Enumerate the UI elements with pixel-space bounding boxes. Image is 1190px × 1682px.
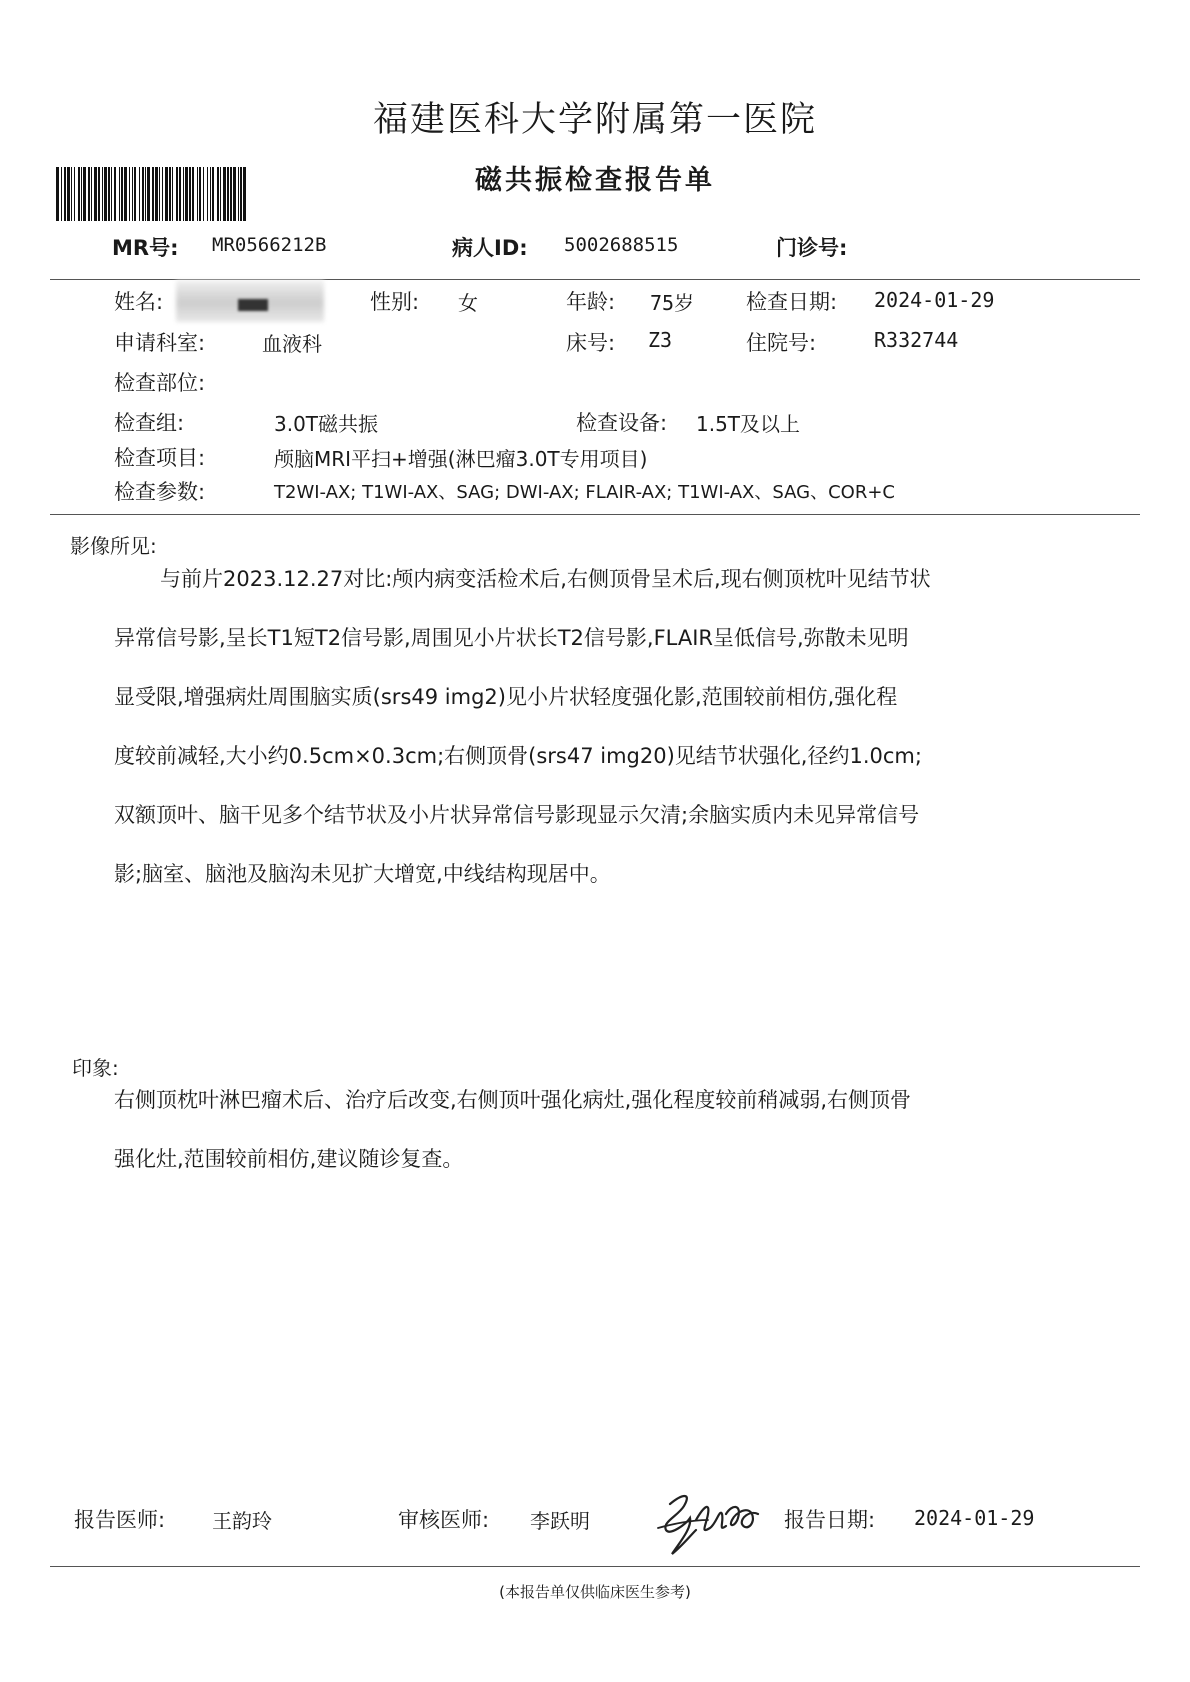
barcode-image xyxy=(56,167,384,221)
mr-number-label: MR号: xyxy=(112,236,179,260)
footer-divider xyxy=(50,1566,1140,1567)
findings-line: 影;脑室、脑池及脑沟未见扩大增宽,中线结构现居中。 xyxy=(114,862,611,886)
exam-params-value: T2WI-AX; T1WI-AX、SAG; DWI-AX; FLAIR-AX; T1WI-AX、SAG、COR+C xyxy=(274,482,895,503)
reporter-value: 王韵玲 xyxy=(212,1509,272,1533)
impression-title: 印象: xyxy=(72,1056,119,1080)
admission-number-value: R332744 xyxy=(874,328,959,352)
signature-image xyxy=(652,1484,770,1562)
exam-group-label: 检查组: xyxy=(114,411,185,435)
findings-line: 度较前减轻,大小约0.5cm×0.3cm;右侧顶骨(srs47 img20)见结节状强化,径约1.0cm; xyxy=(114,744,922,768)
report-date-value: 2024-01-29 xyxy=(914,1506,1035,1530)
findings-line: 显受限,增强病灶周围脑实质(srs49 img2)见小片状轻度强化影,范围较前相仿,强化程 xyxy=(114,685,898,709)
name-label: 姓名: xyxy=(114,290,164,314)
exam-site-label: 检查部位: xyxy=(114,371,206,395)
reviewer-value: 李跃明 xyxy=(530,1509,590,1533)
exam-device-label: 检查设备: xyxy=(576,411,668,435)
age-label: 年龄: xyxy=(566,290,616,314)
findings-line: 异常信号影,呈长T1短T2信号影,周围见小片状长T2信号影,FLAIR呈低信号,弥散未见明 xyxy=(114,626,909,650)
findings-line: 与前片2023.12.27对比:颅内病变活检术后,右侧顶骨呈术后,现右侧顶枕叶见结节状 xyxy=(160,567,931,591)
report-title: 磁共振检查报告单 xyxy=(475,165,715,196)
clinic-number-label: 门诊号: xyxy=(776,236,848,260)
bed-label: 床号: xyxy=(566,331,616,355)
footer-disclaimer: (本报告单仅供临床医生参考) xyxy=(499,1583,691,1601)
redacted-name-mark xyxy=(238,299,268,311)
sex-label: 性别: xyxy=(370,290,420,314)
report-date-label: 报告日期: xyxy=(784,1508,876,1532)
impression-body xyxy=(114,1071,911,1189)
exam-item-value: 颅脑MRI平扫+增强(淋巴瘤3.0T专用项目) xyxy=(274,447,648,471)
exam-date-label: 检查日期: xyxy=(746,290,838,314)
hospital-name: 福建医科大学附属第一医院 xyxy=(372,100,817,140)
department-label: 申请科室: xyxy=(114,331,206,355)
reporter-label: 报告医师: xyxy=(74,1508,166,1532)
reviewer-label: 审核医师: xyxy=(398,1508,490,1532)
admission-number-label: 住院号: xyxy=(746,331,817,355)
impression-line: 强化灶,范围较前相仿,建议随诊复查。 xyxy=(114,1147,464,1171)
impression-line: 右侧顶枕叶淋巴瘤术后、治疗后改变,右侧顶叶强化病灶,强化程度较前稍减弱,右侧顶骨 xyxy=(114,1088,912,1112)
exam-date-value: 2024-01-29 xyxy=(874,288,995,312)
bed-value: Z3 xyxy=(648,328,673,352)
patient-id-label: 病人ID: xyxy=(452,236,528,260)
sex-value: 女 xyxy=(458,291,478,315)
exam-params-label: 检查参数: xyxy=(114,480,206,504)
exam-group-value: 3.0T磁共振 xyxy=(274,412,379,436)
age-value: 75岁 xyxy=(650,291,695,315)
info-divider xyxy=(50,514,1140,515)
exam-device-value: 1.5T及以上 xyxy=(696,412,801,436)
exam-item-label: 检查项目: xyxy=(114,446,206,470)
patient-id-value: 5002688515 xyxy=(564,234,679,256)
findings-line: 双额顶叶、脑干见多个结节状及小片状异常信号影现显示欠清;余脑实质内未见异常信号 xyxy=(114,803,920,827)
barcode-bar xyxy=(246,167,248,221)
findings-body xyxy=(114,550,931,904)
findings-title: 影像所见: xyxy=(70,534,157,558)
mr-number-value: MR0566212B xyxy=(212,234,327,256)
department-value: 血液科 xyxy=(262,332,322,356)
